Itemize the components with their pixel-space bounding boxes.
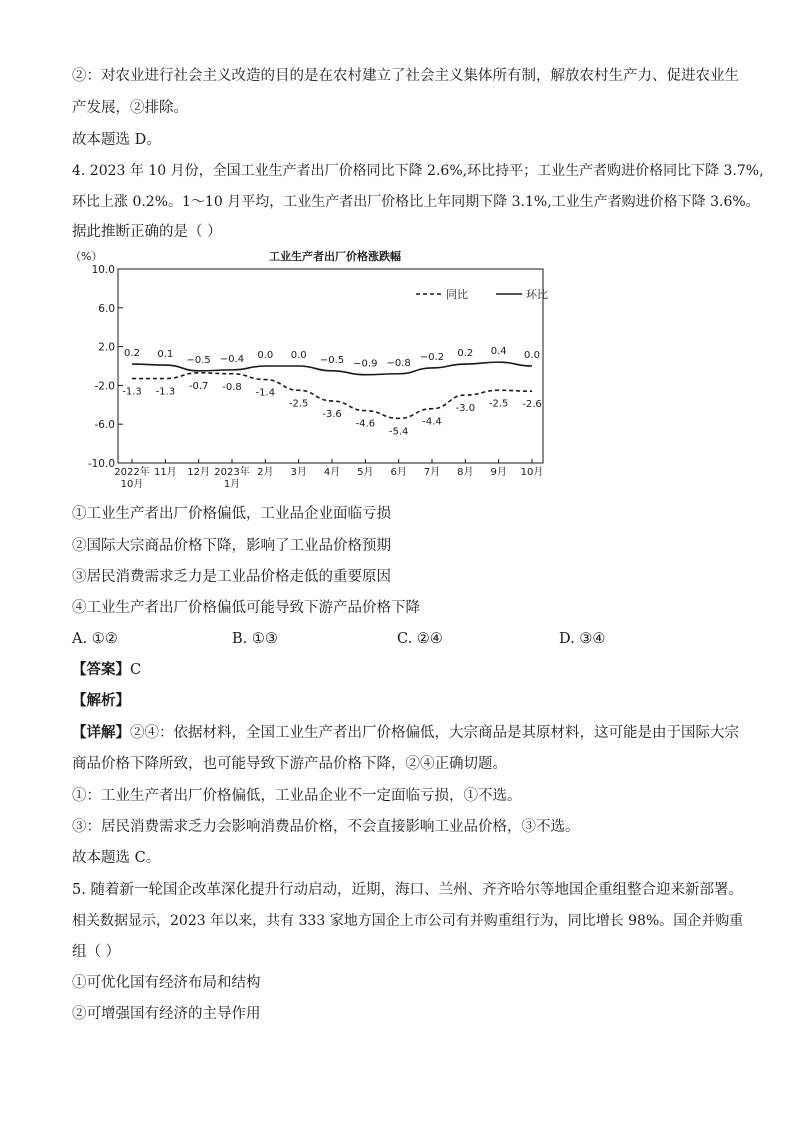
data-label-mom: 0.2: [124, 348, 140, 360]
data-label-yoy: -1.3: [155, 386, 176, 398]
y-tick-label: 2.0: [98, 341, 115, 354]
y-tick-label: -10.0: [87, 458, 115, 470]
q4-stem-line-1: 4. 2023 年 10 月份，全国工业生产者出厂价格同比下降 2.6%,环比持平；工业生产者购进价格同比下降 3.7%,: [72, 163, 764, 179]
option-b: B. ①③: [232, 631, 278, 647]
q4-conclusion: 故本题选 C。: [72, 850, 161, 866]
data-label-mom: 0.1: [157, 349, 174, 361]
q4-stem-line-3: 据此推断正确的是（ ）: [72, 224, 222, 240]
data-label-mom: −0.9: [353, 358, 378, 370]
data-label-yoy: -2.5: [488, 398, 509, 410]
x-tick-label: 5月: [357, 467, 374, 478]
x-axis-ticks: [114, 459, 543, 490]
x-tick-label: 11月: [153, 467, 177, 478]
q3-conclusion: 故本题选 D。: [72, 132, 161, 148]
x-tick-label: 4月: [323, 467, 341, 478]
detail-text-1: ②④：依据材料，全国工业生产者出厂价格偏低，大宗商品是其原材料，这可能是由于国际大宗: [130, 725, 739, 741]
x-tick-label: 2月: [257, 467, 274, 478]
data-label-mom: 0.0: [257, 350, 274, 361]
legend-label-yoy: 同比: [446, 288, 468, 301]
data-label-mom: 0.4: [490, 346, 507, 358]
data-label-mom: 0.0: [290, 350, 307, 361]
data-label-mom: 0.0: [524, 350, 540, 361]
data-label-mom: 0.2: [457, 348, 474, 360]
data-label-yoy: -5.4: [388, 426, 409, 438]
q4-item-1: ①工业生产者出厂价格偏低，工业品企业面临亏损: [72, 506, 391, 522]
data-label-mom: −0.5: [186, 354, 211, 366]
data-label-mom: −0.5: [319, 354, 345, 366]
q4-item-4: ④工业生产者出厂价格偏低可能导致下游产品价格下降: [72, 600, 420, 616]
y-tick-label: -2.0: [94, 380, 115, 393]
q5-stem-line-1: 5. 随着新一轮国企改革深化提升行动启动，近期，海口、兰州、齐齐哈尔等地国企重组整合迎来新部署。: [72, 882, 743, 898]
detail-tag: 【详解】: [72, 724, 130, 741]
q4-stem-line-2: 环比上涨 0.2%。1～10 月平均，工业生产者出厂价格比上年同期下降 3.1%,工业生产者购进价格下降 3.6%。: [72, 194, 760, 210]
detail-line-1: [72, 723, 754, 743]
q5-stem-line-2: 相关数据显示，2023 年以来，共有 333 家地方国企上市公司有并购重组行为，同比增长 98%。国企并购重: [72, 913, 744, 929]
y-tick-label: -6.0: [94, 419, 115, 432]
x-tick-label: 6月: [390, 467, 407, 478]
q3-note-line-1: ②：对农业进行社会主义改造的目的是在农村建立了社会主义集体所有制，解放农村生产力、促进农业生: [72, 68, 739, 84]
q5-item-2: ②可增强国有经济的主导作用: [72, 1006, 261, 1022]
chart-data-labels: [122, 346, 542, 437]
answer-value: C: [130, 662, 142, 678]
data-label-yoy: -2.6: [522, 399, 542, 411]
option-a: A. ①②: [72, 631, 118, 647]
q4-item-3: ③居民消费需求乏力是工业品价格走低的重要原因: [72, 569, 391, 585]
analysis-tag: [72, 691, 754, 711]
x-tick-label: 7月: [423, 467, 441, 478]
data-label-yoy: -3.0: [455, 403, 476, 415]
analysis-tag-text: 【解析】: [72, 692, 130, 709]
answer-line: [72, 660, 754, 680]
x-tick-label-line2: 10月: [120, 479, 144, 490]
option-d: D. ③④: [559, 631, 606, 647]
data-label-mom: −0.8: [386, 357, 411, 369]
data-label-yoy: -3.6: [322, 408, 342, 420]
detail-line-4: ③：居民消费需求乏力会影响消费品价格，不会直接影响工业品价格，③不选。: [72, 819, 580, 835]
data-label-yoy: -4.6: [355, 418, 376, 430]
chart-plot-frame: [118, 269, 543, 463]
answer-tag: 【答案】: [72, 661, 130, 678]
data-label-yoy: -0.8: [222, 381, 242, 393]
legend-label-mom: 环比: [526, 288, 548, 301]
option-c: C. ②④: [397, 631, 443, 647]
q4-item-2: ②国际大宗商品价格下降，影响了工业品价格预期: [72, 538, 391, 554]
data-label-yoy: -4.4: [422, 416, 442, 428]
data-label-yoy: -0.7: [188, 380, 209, 392]
chart-title: 工业生产者出厂价格涨跌幅: [269, 250, 401, 263]
q5-item-1: ①可优化国有经济布局和结构: [72, 975, 261, 991]
x-tick-label: 10月: [520, 467, 544, 478]
q3-note-line-2: 产发展，②排除。: [72, 100, 188, 116]
data-label-mom: −0.2: [419, 351, 445, 363]
chart-legend: [416, 287, 548, 301]
price-change-chart: [70, 242, 570, 494]
x-tick-label: 3月: [290, 467, 307, 478]
detail-line-2: 商品价格下降所致，也可能导致下游产品价格下降，②④正确切题。: [72, 756, 507, 772]
x-tick-label: 8月: [457, 467, 474, 478]
x-tick-label: 12月: [187, 467, 211, 478]
x-tick-label: 2022年: [114, 467, 150, 478]
chart-ylabel: （%）: [70, 250, 103, 263]
data-label-yoy: -2.5: [288, 398, 309, 410]
data-label-yoy: -1.3: [122, 386, 142, 398]
detail-line-3: ①：工业生产者出厂价格偏低，工业品企业不一定面临亏损，①不选。: [72, 788, 522, 804]
y-tick-label: 6.0: [98, 302, 115, 315]
data-label-mom: −0.4: [219, 353, 245, 365]
y-tick-label: 10.0: [91, 264, 115, 276]
x-tick-label-line2: 1月: [223, 479, 241, 490]
x-tick-label: 9月: [490, 467, 507, 478]
data-label-yoy: -1.4: [255, 387, 276, 399]
x-tick-label: 2023年: [214, 467, 250, 478]
q5-stem-line-3: 组（ ）: [72, 944, 121, 960]
